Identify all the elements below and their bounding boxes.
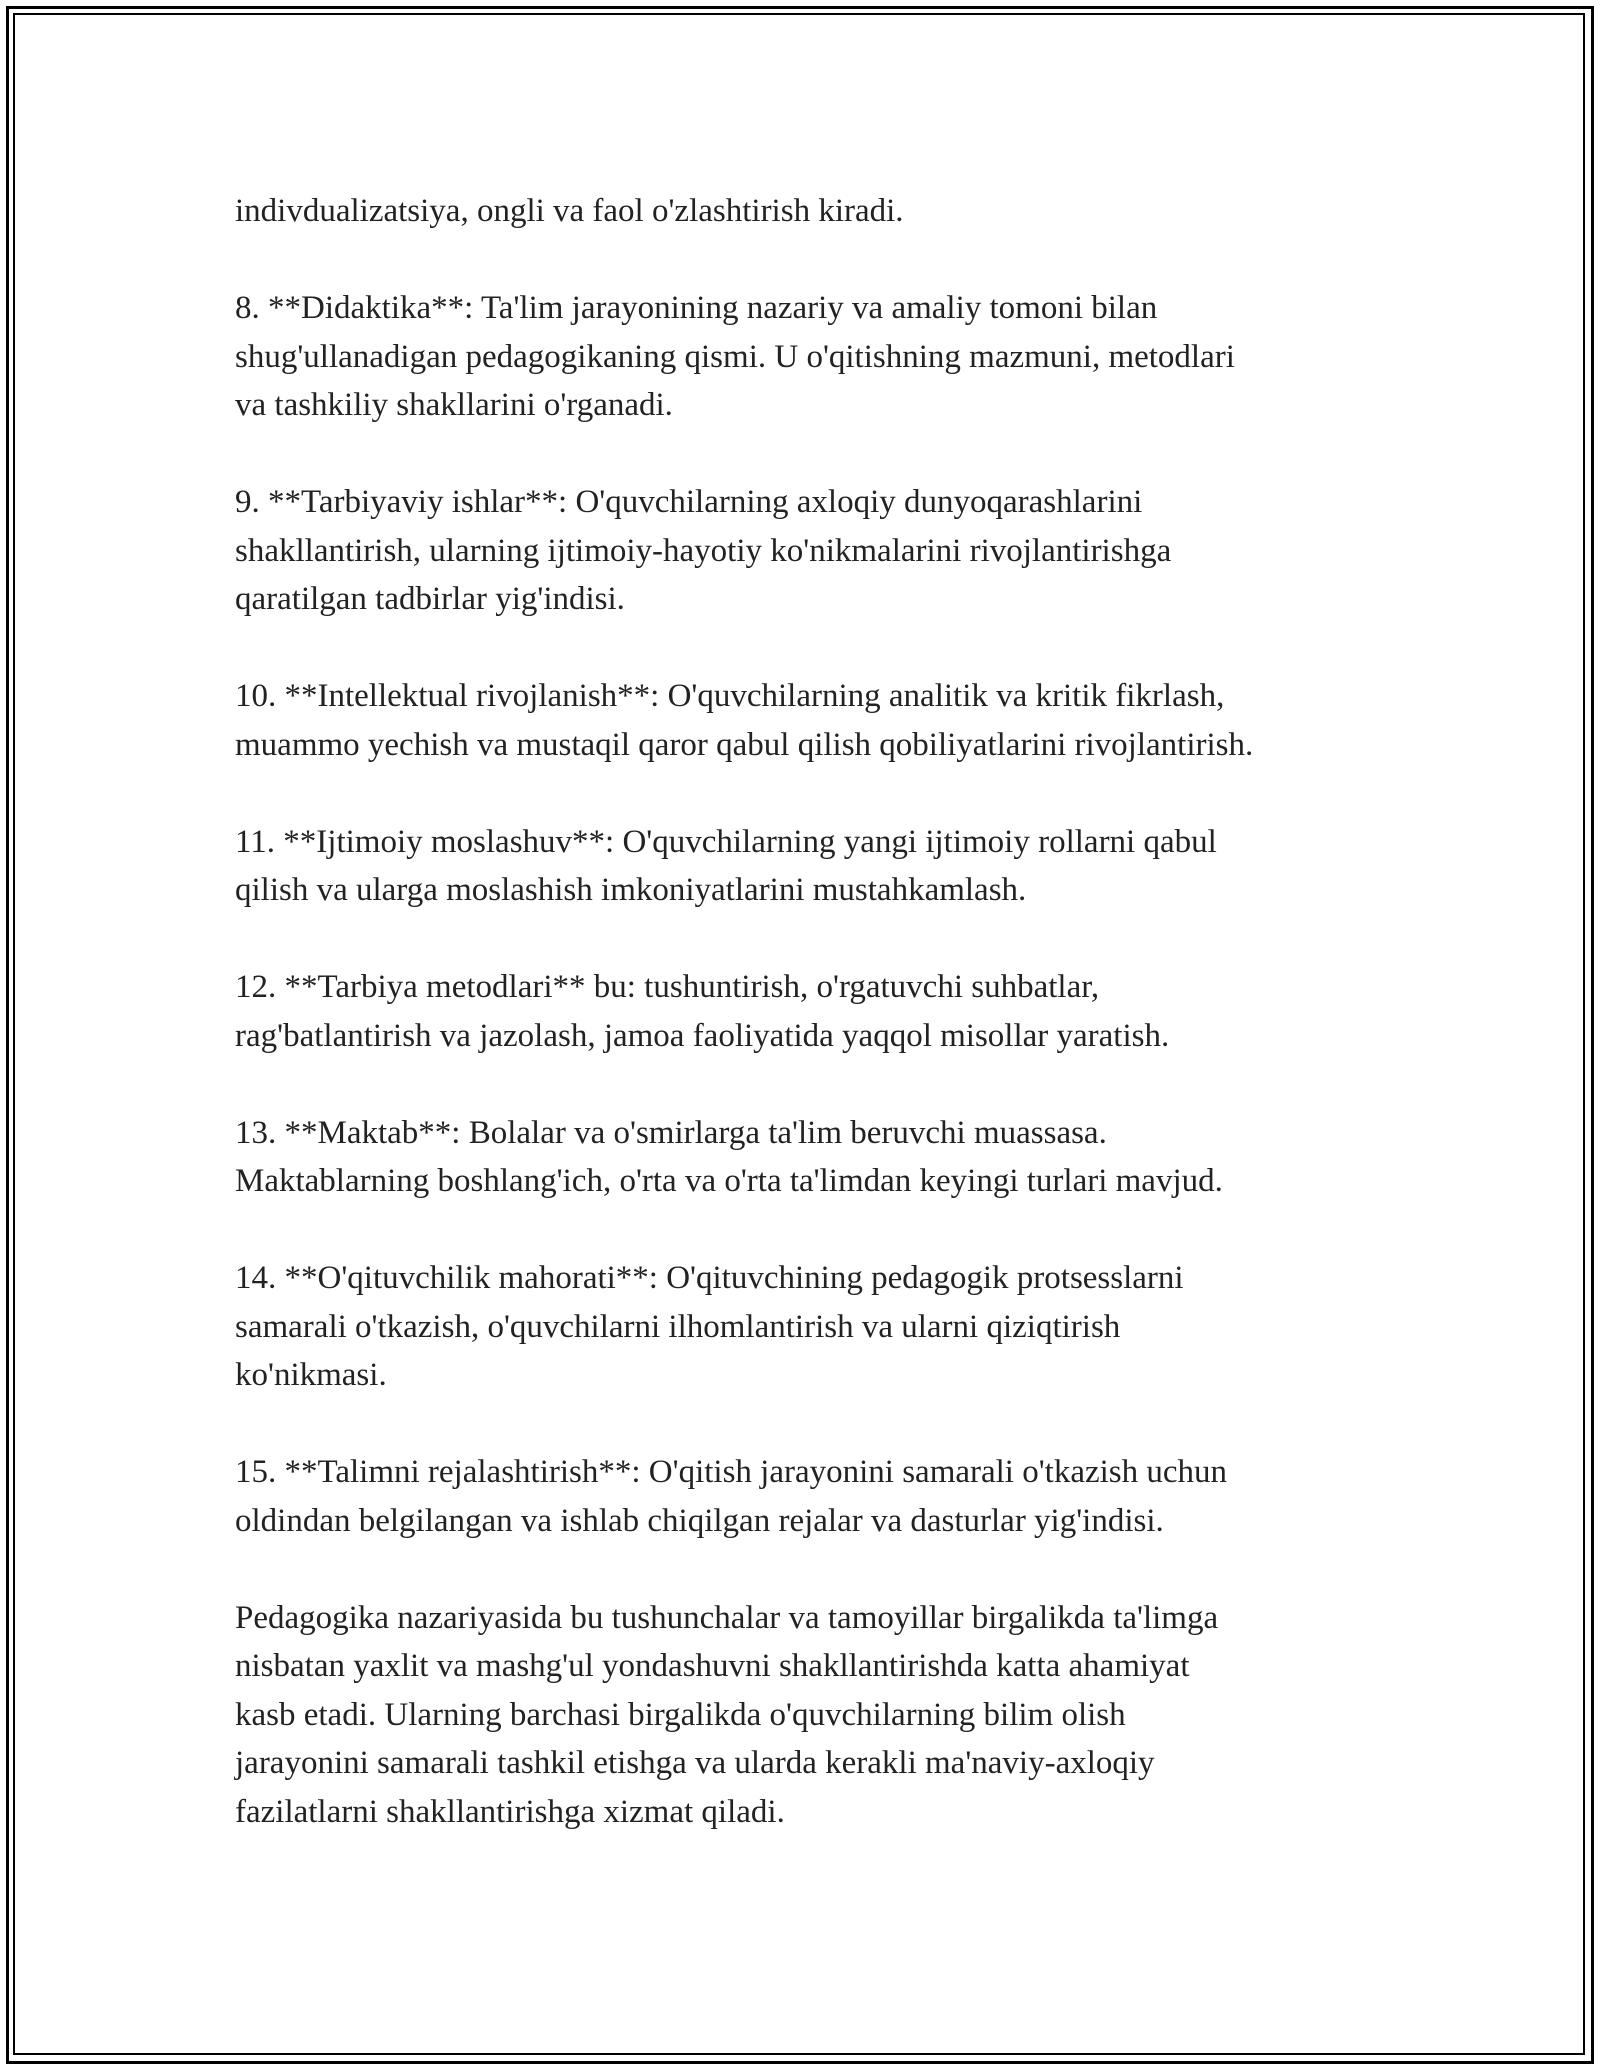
item-number: 12. bbox=[235, 969, 277, 1005]
item-text: **Ijtimoiy moslashuv**: O'quvchilarning yangi ijtimoiy rollarni qabul qilish va ularga moslashish imkoniyatlarini mustahkamlash. bbox=[235, 823, 1217, 908]
intro-line: indivdualizatsiya, ongli va faol o'zlashtirish kiradi. bbox=[235, 193, 904, 229]
item-text: **O'qituvchilik mahorati**: O'qituvchining pedagogik protsesslarni samarali o'tkazish, o'quvchilarni ilhomlantirish va ularni qiziqtirish ko'nikmasi. bbox=[235, 1260, 1184, 1393]
item-number: 14. bbox=[235, 1260, 277, 1296]
item-text: **Intellektual rivojlanish**: O'quvchilarning analitik va kritik fikrlash, muammo yechish va mustaqil qaror qabul qilish qobiliyatlarini rivojlantirish. bbox=[235, 678, 1254, 763]
conclusion-paragraph: Pedagogika nazariyasida bu tushunchalar va tamoyillar birgalikda ta'limga nisbatan yaxlit va mashg'ul yondashuvni shakllantirishda katta ahamiyat kasb etadi. Ularning barchasi birgalikda o'quvchilarning bilim olish jarayonini samarali tashkil etishga va ularda kerakli ma'naviy-axloqiy fazilatlarni shakllantirishga xizmat qiladi. bbox=[235, 1599, 1219, 1830]
item-text: **Talimni rejalashtirish**: O'qitish jarayonini samarali o'tkazish uchun oldindan belgilangan va ishlab chiqilgan rejalar va dasturlar yig'indisi. bbox=[235, 1454, 1228, 1539]
item-text: **Maktab**: Bolalar va o'smirlarga ta'lim beruvchi muassasa. Maktablarning boshlang'ich, o'rta va o'rta ta'limdan keyingi turlari mavjud. bbox=[235, 1114, 1223, 1199]
list-item-14 bbox=[235, 1254, 1395, 1400]
list-item-8 bbox=[235, 284, 1395, 430]
item-text: **Didaktika**: Ta'lim jarayonining nazariy va amaliy tomoni bilan shug'ullanadigan pedagogikaning qismi. U o'qitishning mazmuni, metodlari va tashkiliy shakllarini o'rganadi. bbox=[235, 290, 1235, 423]
item-number: 9. bbox=[235, 484, 260, 520]
item-number: 10. bbox=[235, 678, 277, 714]
list-item-15 bbox=[235, 1448, 1395, 1545]
list-item-9 bbox=[235, 478, 1395, 624]
list-item-13 bbox=[235, 1109, 1395, 1206]
list-item-12 bbox=[235, 963, 1395, 1060]
item-number: 13. bbox=[235, 1114, 277, 1151]
list-item-10 bbox=[235, 672, 1395, 769]
document-body bbox=[235, 187, 1395, 1885]
item-number: 15. bbox=[235, 1454, 277, 1490]
item-number: 11. bbox=[235, 823, 276, 860]
item-number: 8. bbox=[235, 290, 260, 326]
item-text: **Tarbiyaviy ishlar**: O'quvchilarning axloqiy dunyoqarashlarini shakllantirish, ularning ijtimoiy-hayotiy ko'nikmalarini rivojlantirishga qaratilgan tadbirlar yig'indisi. bbox=[235, 484, 1172, 617]
list-item-11 bbox=[235, 818, 1395, 915]
item-text: **Tarbiya metodlari** bu: tushuntirish, o'rgatuvchi suhbatlar, rag'batlantirish va jazolash, jamoa faoliyatida yaqqol misollar yaratish. bbox=[235, 969, 1170, 1054]
